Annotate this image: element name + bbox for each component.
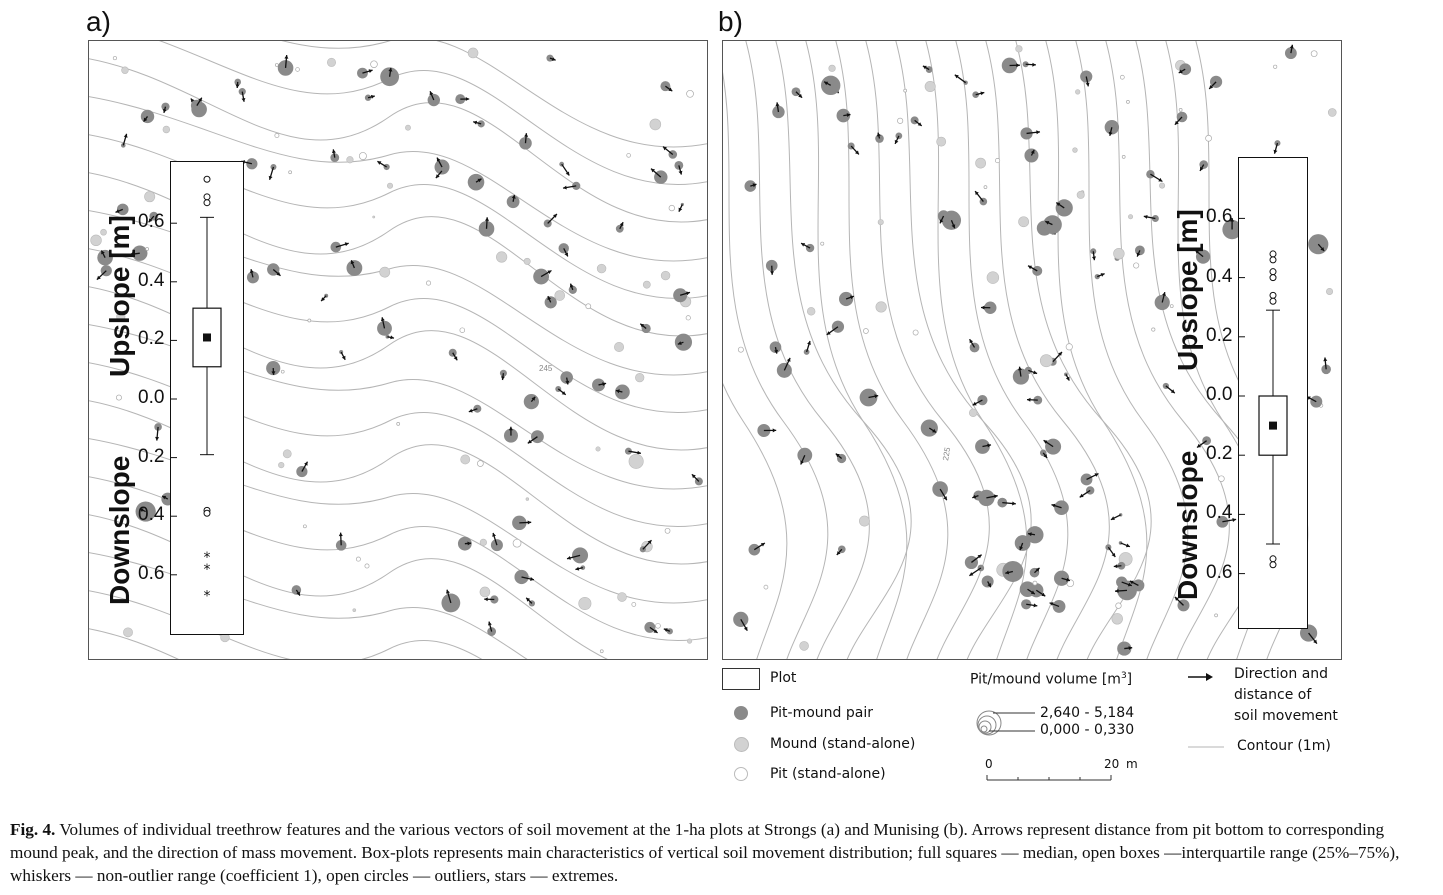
pit-mark	[1066, 344, 1072, 350]
legend-direction-3: soil movement	[1234, 708, 1338, 724]
movement-arrowhead	[236, 84, 240, 88]
pit-mark	[1152, 328, 1155, 331]
movement-arrowhead	[484, 597, 488, 601]
pit-mark	[146, 248, 149, 251]
pit-mark	[365, 564, 369, 568]
movement-arrowhead	[1016, 63, 1020, 67]
boxplot-a-svg	[171, 162, 243, 634]
movement-arrowhead	[155, 437, 159, 441]
mound-mark	[387, 183, 392, 188]
contour-line	[773, 41, 911, 659]
movement-arrowhead	[485, 217, 489, 221]
legend-volume-low: 0,000 - 0,330	[1040, 722, 1135, 738]
pit-mound-pair-mark	[806, 244, 814, 252]
mound-mark	[526, 498, 529, 501]
mound-mark	[661, 271, 670, 280]
pit-mound-pair-mark	[777, 363, 792, 378]
outlier-circle	[1270, 556, 1276, 562]
volume-title-close: ]	[1126, 671, 1133, 688]
legend-pit-swatch	[734, 767, 748, 781]
pit-mark	[1311, 51, 1317, 57]
mound-mark	[347, 156, 354, 163]
legend-volume-title	[970, 671, 1132, 688]
outlier-circle	[1270, 562, 1276, 568]
mound-mark	[144, 191, 154, 201]
mound-mark	[496, 252, 507, 263]
mound-mark	[380, 267, 390, 277]
mound-mark	[687, 639, 692, 644]
pit-mark	[359, 152, 366, 159]
movement-arrowhead	[1012, 502, 1016, 506]
outlier-circle	[1270, 257, 1276, 263]
pit-mound-pair-mark	[1053, 600, 1066, 613]
mound-mark	[618, 593, 627, 602]
legend-scale-zero: 0	[985, 757, 993, 771]
pit-mark	[1273, 65, 1276, 68]
mound-mark	[461, 455, 470, 464]
legend-pair-label: Pit-mound pair	[770, 705, 873, 721]
movement-arrowhead	[466, 97, 470, 101]
pit-mark	[308, 319, 311, 322]
mound-mark	[163, 126, 170, 133]
upslope-label: Upslope [m]	[104, 215, 135, 377]
pit-mound-pair-mark	[674, 161, 683, 170]
pit-mark	[1215, 614, 1218, 617]
pit-mound-pair-mark	[1116, 576, 1127, 587]
caption-label: Fig. 4.	[10, 820, 56, 839]
mound-mark	[278, 462, 284, 468]
y-tick-label: 0.4	[1206, 502, 1233, 524]
outlier-circle	[1270, 275, 1276, 281]
outlier-circle	[1270, 269, 1276, 275]
mound-mark	[555, 291, 565, 301]
pit-mark	[113, 56, 116, 59]
y-tick-label: 0.6	[1206, 561, 1233, 583]
mound-mark	[987, 272, 999, 284]
movement-arrowhead	[1323, 358, 1327, 362]
contour-line	[1013, 41, 1151, 659]
legend-scale-twenty: 20	[1104, 757, 1120, 771]
pit-mark	[275, 63, 278, 66]
pit-mound-pair-mark	[1015, 535, 1031, 551]
y-tick-label: 0.4	[1206, 265, 1233, 287]
volume-title-sup: 3	[1120, 671, 1127, 681]
legend-arrow-icon	[1186, 670, 1216, 684]
movement-arrowhead	[509, 427, 513, 431]
mound-mark	[596, 447, 600, 451]
mound-mark	[524, 258, 530, 264]
mound-mark	[1077, 191, 1084, 198]
pit-mark	[513, 539, 521, 547]
pit-mound-pair-mark	[938, 210, 949, 221]
pit-mound-pair-mark	[1032, 266, 1042, 276]
mound-mark	[1113, 248, 1124, 259]
mound-mark	[579, 597, 591, 609]
pit-mound-pair-mark	[533, 269, 549, 285]
pit-mark	[1116, 603, 1122, 609]
pit-mark	[656, 623, 661, 628]
outlier-circle	[1270, 251, 1276, 257]
mound-mark	[800, 641, 809, 650]
y-tick-label: 0.0	[1206, 384, 1233, 405]
panel-a-label: a)	[86, 6, 111, 37]
downslope-label: Downslope	[104, 455, 135, 605]
pit-mark	[356, 557, 360, 561]
legend-contour-label: Contour (1m)	[1237, 738, 1331, 754]
movement-arrowhead	[284, 55, 288, 59]
pit-mound-pair-mark	[559, 243, 569, 253]
mound-mark	[480, 539, 487, 546]
pit-mark	[904, 89, 907, 92]
pit-mark	[296, 68, 300, 72]
upslope-label: Upslope [m]	[1172, 209, 1203, 371]
extreme-star: *	[203, 561, 211, 578]
mound-mark	[829, 65, 836, 72]
movement-arrowhead	[1092, 256, 1096, 260]
contour-label-a: 245	[539, 364, 553, 373]
pit-mark	[913, 330, 918, 335]
y-tick-label: 0.6	[138, 562, 165, 584]
caption-text: Volumes of individual treethrow features and the various vectors of soil movement at the 1-ha plots at Strongs (a) and Munising (b). Arrows represent distance from pit bottom to corresponding mound peak, and the direction of mass movement. Box-plots represents main characteristics of vertical soil movement distribution; full squares — median, open boxes —interquartile range (25%–75%), whiskers — non-outlier range (coefficient 1), open circles — outliers, stars — extremes.	[10, 820, 1400, 885]
legend-volume-high: 2,640 - 5,184	[1040, 705, 1135, 721]
y-tick-label: 0.2	[138, 328, 165, 350]
y-tick-label: 0.4	[138, 269, 165, 291]
pit-mound-pair-mark	[797, 448, 812, 463]
mound-mark	[878, 219, 883, 224]
mound-mark	[807, 307, 815, 315]
y-tick-label: 0.6	[138, 211, 165, 233]
pit-mark	[275, 133, 279, 137]
pit-mark	[281, 370, 284, 373]
contour-line	[803, 41, 907, 659]
legend-plot-label: Plot	[770, 670, 797, 686]
outlier-circle	[204, 510, 210, 516]
legend-mound-swatch	[734, 737, 749, 752]
pit-mark	[738, 347, 743, 352]
pit-mound-pair-mark	[491, 539, 503, 551]
mound-mark	[123, 628, 132, 637]
mound-mark	[1016, 46, 1023, 53]
mound-mark	[925, 81, 935, 91]
pit-mark	[1179, 108, 1182, 111]
mound-mark	[480, 587, 490, 597]
contour-line	[833, 41, 948, 659]
pit-mark	[897, 118, 902, 123]
mound-mark	[969, 409, 977, 417]
legend-direction-1: Direction and	[1234, 666, 1329, 682]
mound-mark	[91, 235, 102, 246]
downslope-label: Downslope	[1172, 450, 1203, 600]
mound-mark	[468, 48, 478, 58]
movement-arrowhead	[528, 521, 532, 525]
movement-arrowhead	[770, 271, 774, 275]
pit-mark	[460, 328, 465, 333]
mound-mark	[283, 450, 291, 458]
mound-mark	[1075, 90, 1080, 95]
pit-mark	[1122, 155, 1125, 158]
pit-mark	[687, 90, 694, 97]
legend-contour-line	[1186, 744, 1226, 750]
movement-arrowhead	[339, 533, 343, 537]
legend-pair-swatch	[734, 706, 748, 720]
pit-mark	[600, 650, 603, 653]
figure-caption	[10, 818, 1430, 887]
movement-arrowhead	[524, 133, 528, 137]
mound-mark	[643, 281, 650, 288]
contour-label-b: 225	[941, 446, 953, 462]
mound-mark	[122, 67, 129, 74]
median-square	[203, 333, 211, 341]
pit-mark	[821, 242, 824, 245]
pit-mound-pair-mark	[749, 544, 761, 556]
mound-mark	[1040, 355, 1052, 367]
mound-mark	[353, 609, 356, 612]
mound-mark	[1159, 183, 1164, 188]
pit-mound-pair-mark	[667, 628, 673, 634]
contour-line	[89, 41, 707, 147]
legend-mound-label: Mound (stand-alone)	[770, 736, 916, 752]
contour-line	[1073, 41, 1188, 659]
mound-mark	[650, 119, 661, 130]
mound-mark	[876, 302, 887, 313]
pit-mound-pair-mark	[161, 103, 169, 111]
movement-arrowhead	[1036, 130, 1040, 134]
pit-mark	[1120, 75, 1124, 79]
pit-mark	[116, 395, 121, 400]
mound-mark	[597, 264, 606, 273]
pit-mark	[669, 205, 675, 211]
contour-line	[1043, 41, 1147, 659]
outlier-circle	[204, 200, 210, 206]
boxplot-a	[170, 161, 244, 635]
y-tick-label: 0.2	[1206, 443, 1233, 465]
pit-mound-pair-mark	[1310, 396, 1322, 408]
mound-mark	[373, 216, 375, 218]
pit-mark	[1126, 100, 1129, 103]
mound-mark	[1326, 288, 1332, 294]
pit-mound-pair-mark	[1146, 170, 1154, 178]
movement-arrowhead	[773, 428, 777, 432]
y-tick-label: 0.0	[138, 387, 165, 408]
pit-mark	[665, 528, 670, 533]
mound-mark	[859, 516, 869, 526]
mound-mark	[1128, 215, 1132, 219]
legend-plot-swatch	[722, 668, 760, 690]
outlier-circle	[1270, 298, 1276, 304]
pit-mark	[984, 186, 987, 189]
pit-mound-pair-mark	[965, 556, 978, 569]
boxplot-b	[1238, 157, 1308, 629]
pit-mark	[289, 171, 292, 174]
pit-mark	[1219, 476, 1225, 482]
outlier-circle	[204, 176, 210, 182]
mound-mark	[1073, 148, 1078, 153]
pit-mark	[371, 61, 378, 68]
pit-mark	[586, 304, 591, 309]
pit-mark	[632, 602, 636, 606]
pit-mark	[863, 328, 868, 333]
volume-title-text: Pit/mound volume [m	[970, 671, 1121, 688]
pit-mound-pair-mark	[346, 260, 362, 276]
y-tick-label: 0.2	[1206, 324, 1233, 346]
mound-mark	[976, 158, 986, 168]
pit-mound-pair-mark	[357, 68, 368, 79]
movement-arrowhead	[1114, 564, 1118, 568]
pit-mark	[477, 460, 483, 466]
mound-mark	[629, 454, 643, 468]
mound-mark	[937, 137, 946, 146]
outlier-circle	[1270, 292, 1276, 298]
mound-mark	[405, 125, 410, 130]
y-tick-label: 0.4	[138, 504, 165, 526]
pit-mound-pair-mark	[675, 334, 692, 351]
pit-mound-pair-mark	[247, 271, 259, 283]
pit-mark	[1033, 581, 1037, 585]
y-tick-label: 0.2	[138, 445, 165, 467]
pit-mark	[686, 316, 690, 320]
pit-mark	[995, 158, 999, 162]
pit-mound-pair-mark	[1179, 63, 1191, 75]
legend-pit-label: Pit (stand-alone)	[770, 766, 886, 782]
legend-scale-unit: m	[1126, 757, 1138, 771]
outlier-circle	[204, 194, 210, 200]
mound-mark	[1112, 613, 1123, 624]
movement-arrowhead	[1027, 398, 1031, 402]
extreme-star: *	[203, 550, 211, 567]
boxplot-b-svg	[1239, 158, 1307, 628]
pit-mound-pair-mark	[970, 343, 980, 353]
movement-arrowhead	[1032, 63, 1036, 67]
legend-scale-bar	[985, 772, 1115, 782]
panel-b-label: b)	[718, 6, 743, 37]
pit-mark	[764, 585, 768, 589]
mound-mark	[1328, 108, 1336, 116]
pit-mark	[1206, 135, 1212, 141]
legend-direction-2: distance of	[1234, 687, 1312, 703]
mound-mark	[327, 58, 335, 66]
movement-arrowhead	[1115, 589, 1119, 593]
extreme-star: *	[203, 588, 211, 605]
median-square	[1269, 422, 1277, 430]
legend-volume-circles	[975, 704, 1045, 738]
pit-mark	[426, 281, 430, 285]
mound-mark	[614, 342, 623, 351]
y-tick-label: 0.6	[1206, 206, 1233, 228]
mound-mark	[635, 373, 644, 382]
pit-mark	[397, 422, 400, 425]
pit-mark	[1133, 263, 1138, 268]
mound-mark	[1019, 217, 1029, 227]
movement-arrowhead	[981, 306, 985, 310]
pit-mark	[627, 153, 631, 157]
pit-mark	[303, 525, 306, 528]
pit-mound-pair-mark	[616, 225, 624, 233]
